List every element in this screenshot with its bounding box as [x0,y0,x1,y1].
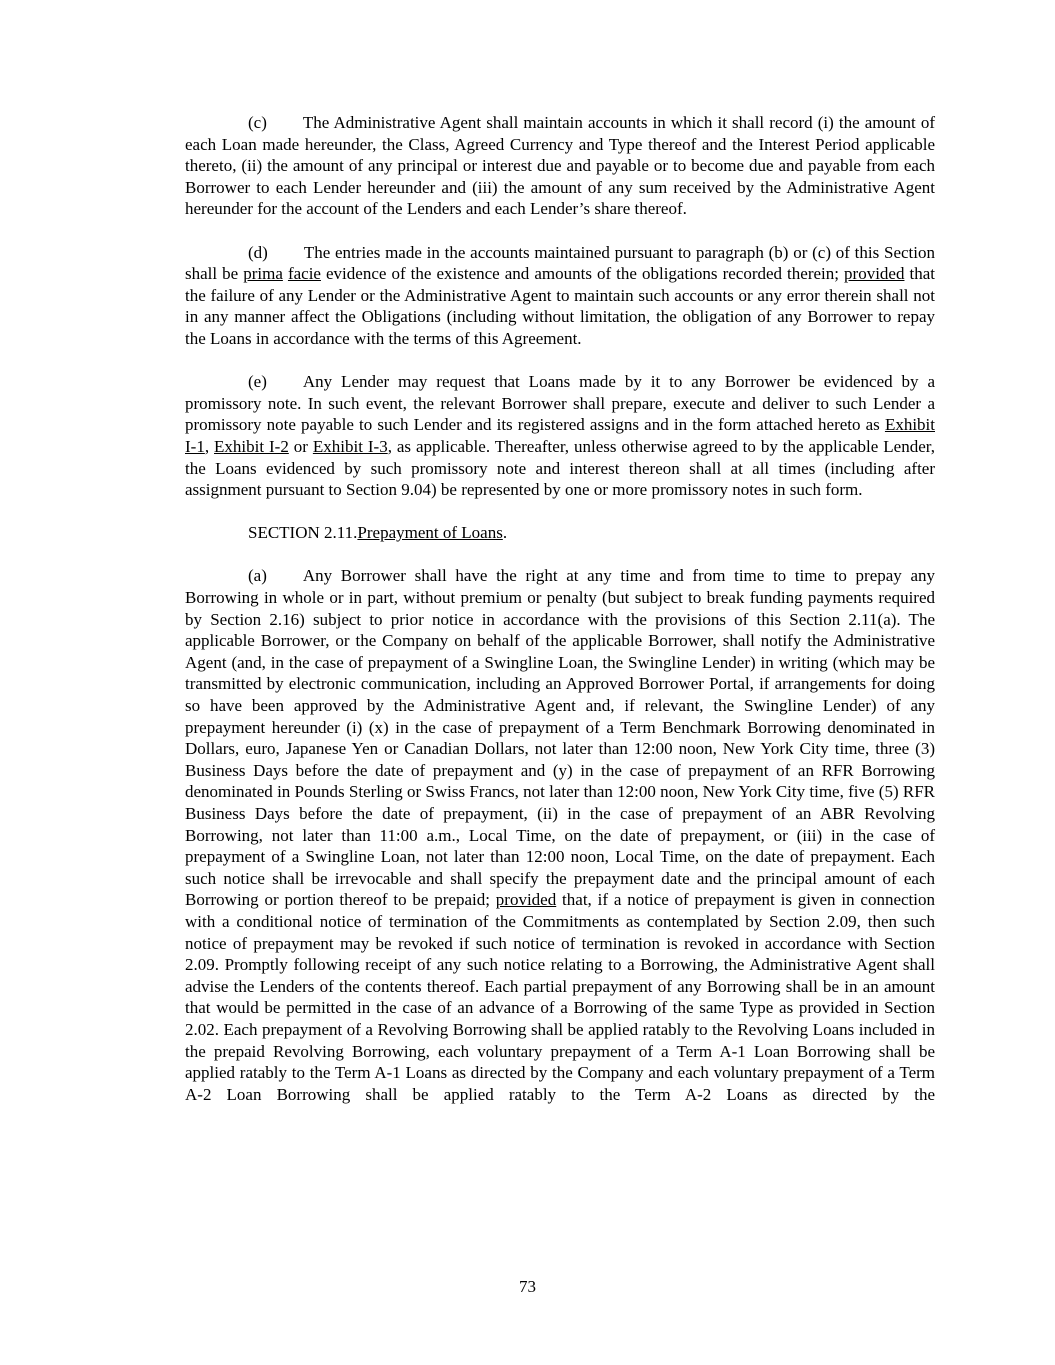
text-run: Any Lender may request that Loans made by it to any Borrower be evidenced by a promissory note. In such event, the relevant Borrower shall prepare, execute and deliver to such Lender a promissory note payable to such Lender and its registered assigns and in the form attached hereto as [185,372,935,435]
paragraph-label: (e) [248,372,267,392]
paragraph-a [185,565,935,1105]
section-title: Prepayment of Loans [357,523,503,543]
text-run: , as applicable. Thereafter, unless otherwise agreed to by the applicable Lender, the Loans evidenced by such promissory note and interest thereon shall at all times (including after assignment pursuant to Section 9.04) be represented by one or more promissory notes in such form. [185,436,935,500]
underlined-term-provided: provided [844,264,905,284]
underlined-term-exhibit-i2: Exhibit I-2 [214,436,289,456]
paragraph-c [185,112,935,220]
text-run: evidence of the existence and amounts of the obligations recorded therein; [320,264,845,284]
text-run: The Administrative Agent shall maintain accounts in which it shall record (i) the amount of each Loan made hereunder, the Class, Agreed Currency and Type thereof and the Interest Period applicable thereto, (ii) the amount of any principal or interest due and payable or to become due and payable from each Borrower to each Lender hereunder and (iii) the amount of any sum received by the Administrative Agent hereunder for the account of the Lenders and each Lender’s share thereof. [185,113,935,219]
document-text-block [185,112,935,1105]
underlined-term-prima: prima [243,264,283,284]
paragraph-label: (d) [248,242,268,262]
page-number: 73 [519,1277,536,1296]
underlined-term-facie: facie [287,264,321,284]
paragraph-label: (a) [248,566,267,586]
section-heading-2-11 [185,522,935,544]
paragraph-d [185,242,935,350]
underlined-term-provided: provided [495,890,557,910]
text-run: , [204,436,215,456]
underlined-term-exhibit-i1: Exhibit I-1 [185,415,935,456]
text-run: that, if a notice of prepayment is given in connection with a conditional notice of termination of the Commitments as contemplated by Section 2.09, then such notice of prepayment may be revoked if such notice of termination is revoked in accordance with Section 2.09. Promptly following receipt of any such notice relating to a Borrowing, the Administrative Agent shall advise the Lenders of the contents thereof. Each partial prepayment of any Borrowing shall be in an amount that would be permitted in the case of an advance of a Borrowing of the same Type as provided in Section 2.02. Each prepayment of a Revolving Borrowing shall be applied ratably to the Revolving Loans included in the prepaid Revolving Borrowing, each voluntary prepayment of a Term A-1 Loan Borrowing shall be applied ratably to the Term A-1 Loans as directed by the Company and each voluntary prepayment of a Term A-2 Loan Borrowing shall be applied ratably to the Term A-2 Loans as directed by the [185,890,935,1104]
paragraph-label: (c) [248,113,267,132]
text-run: or [288,436,313,456]
text-run: Any Borrower shall have the right at any time and from time to time to prepay any Borrowing in whole or in part, without premium or penalty (but subject to break funding payments required by Section 2.16) subject to prior notice in accordance with the provisions of this Section 2.11(a). The applicable Borrower, or the Company on behalf of the applicable Borrower, shall notify the Administrative Agent (and, in the case of prepayment of a Swingline Loan, the Swingline Lender) in writing (which may be transmitted by electronic communication, including an Approved Borrower Portal, if arrangements for doing so have been approved by the Administrative Agent and, if relevant, the Swingline Lender) of any prepayment hereunder (i) (x) in the case of prepayment of a Term Benchmark Borrowing denominated in Dollars, euro, Japanese Yen or Canadian Dollars, not later than 12:00 noon, New York City time, three (3) Business Days before the date of prepayment and (y) in the case of prepayment of an RFR Borrowing denominated in Pounds Sterling or Swiss Francs, not later than 12:00 noon, New York City time, five (5) RFR Business Days before the date of prepayment, (ii) in the case of prepayment of an ABR Revolving Borrowing, not later than 11:00 a.m., Local Time, on the date of prepayment, or (iii) in the case of prepayment of a Swingline Loan, not later than 12:00 noon, Local Time, on the date of prepayment. Each such notice shall be irrevocable and shall specify the prepayment date and the principal amount of each Borrowing or portion thereof to be prepaid; [185,566,935,910]
underlined-term-exhibit-i3: Exhibit I-3 [312,436,388,456]
paragraph-e [185,371,935,501]
section-number: SECTION 2.11. [248,523,358,543]
section-period: . [502,523,508,543]
text-run: that the failure of any Lender or the Administrative Agent to maintain such accounts or any error therein shall not in any manner affect the Obligations (including without limitation, the obligation of any Borrower to repay the Loans in accordance with the terms of this Agreement. [185,264,935,348]
text-run: The entries made in the accounts maintained pursuant to paragraph (b) or (c) of this Section shall be [185,242,935,284]
